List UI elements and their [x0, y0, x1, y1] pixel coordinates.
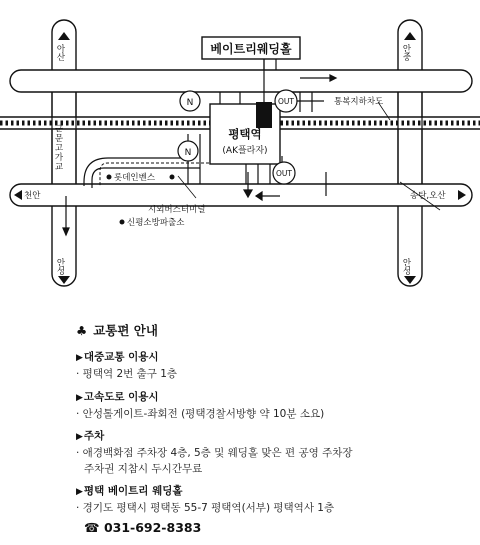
svg-text:OUT: OUT: [278, 97, 294, 106]
phone-icon: ☎: [84, 519, 100, 535]
info-heading-text: 교통편 안내: [93, 322, 158, 338]
fire-station-label: 신평소방파출소: [127, 218, 185, 228]
svg-text:안성: 안성: [55, 258, 65, 275]
section-title-venue: ▶평택 베이트리 웨딩홀: [76, 485, 183, 497]
gate-n-bottom: [178, 141, 198, 161]
underpass-label: 통복지하차도: [334, 97, 384, 107]
svg-text:OUT: OUT: [276, 169, 292, 178]
phone-number[interactable]: ☎ 031-692-8383: [84, 519, 202, 535]
venue-name: 베이트리웨딩홀: [210, 42, 292, 56]
svg-text:안중: 안중: [401, 44, 411, 61]
svg-text:아산: 아산: [55, 44, 65, 61]
svg-text:천안: 천안: [24, 191, 41, 201]
section-line: · 안성톨게이트-좌회전 (평택경찰서방향 약 10분 소요): [76, 407, 325, 420]
section-title-parking: ▶주차: [76, 430, 105, 442]
info-heading: [76, 322, 466, 340]
gate-out-top: [275, 90, 297, 112]
station-sub: (AK플라자): [222, 146, 268, 156]
bus-terminal-label: 시외버스터미널: [148, 205, 206, 215]
club-icon: ♣: [76, 322, 88, 338]
overpass-label: 군문고가교: [53, 124, 63, 172]
gate-out-bottom: [273, 162, 295, 184]
triangle-icon: ▶: [76, 487, 83, 497]
gate-n-top: [180, 91, 200, 111]
triangle-icon: ▶: [76, 392, 83, 403]
section-line: · 경기도 평택시 평택동 55-7 평택역(서부) 평택역사 1층: [76, 502, 335, 514]
svg-text:송탄,오산: 송탄,오산: [410, 191, 446, 201]
section-title-highway: ▶고속도로 이용시: [76, 390, 159, 403]
section-line: · 애경백화점 주차장 4층, 5층 및 웨딩홀 맞은 편 공영 주차장: [76, 447, 353, 459]
venue-marker: [256, 102, 272, 128]
triangle-icon: ▶: [76, 353, 83, 363]
triangle-icon: ▶: [76, 432, 83, 442]
svg-text:안성: 안성: [401, 258, 411, 275]
lotte-label: 롯데인벤스: [114, 173, 156, 183]
svg-text:N: N: [184, 148, 192, 158]
svg-text:N: N: [186, 98, 194, 108]
station-name: 평택역: [228, 127, 262, 141]
transport-info: [76, 322, 466, 534]
section-line: · 평택역 2번 출구 1층: [76, 368, 178, 380]
section-title-public: ▶대중교통 이용시: [76, 351, 159, 363]
section-line: 주차권 지참시 두시간무료: [84, 462, 203, 475]
